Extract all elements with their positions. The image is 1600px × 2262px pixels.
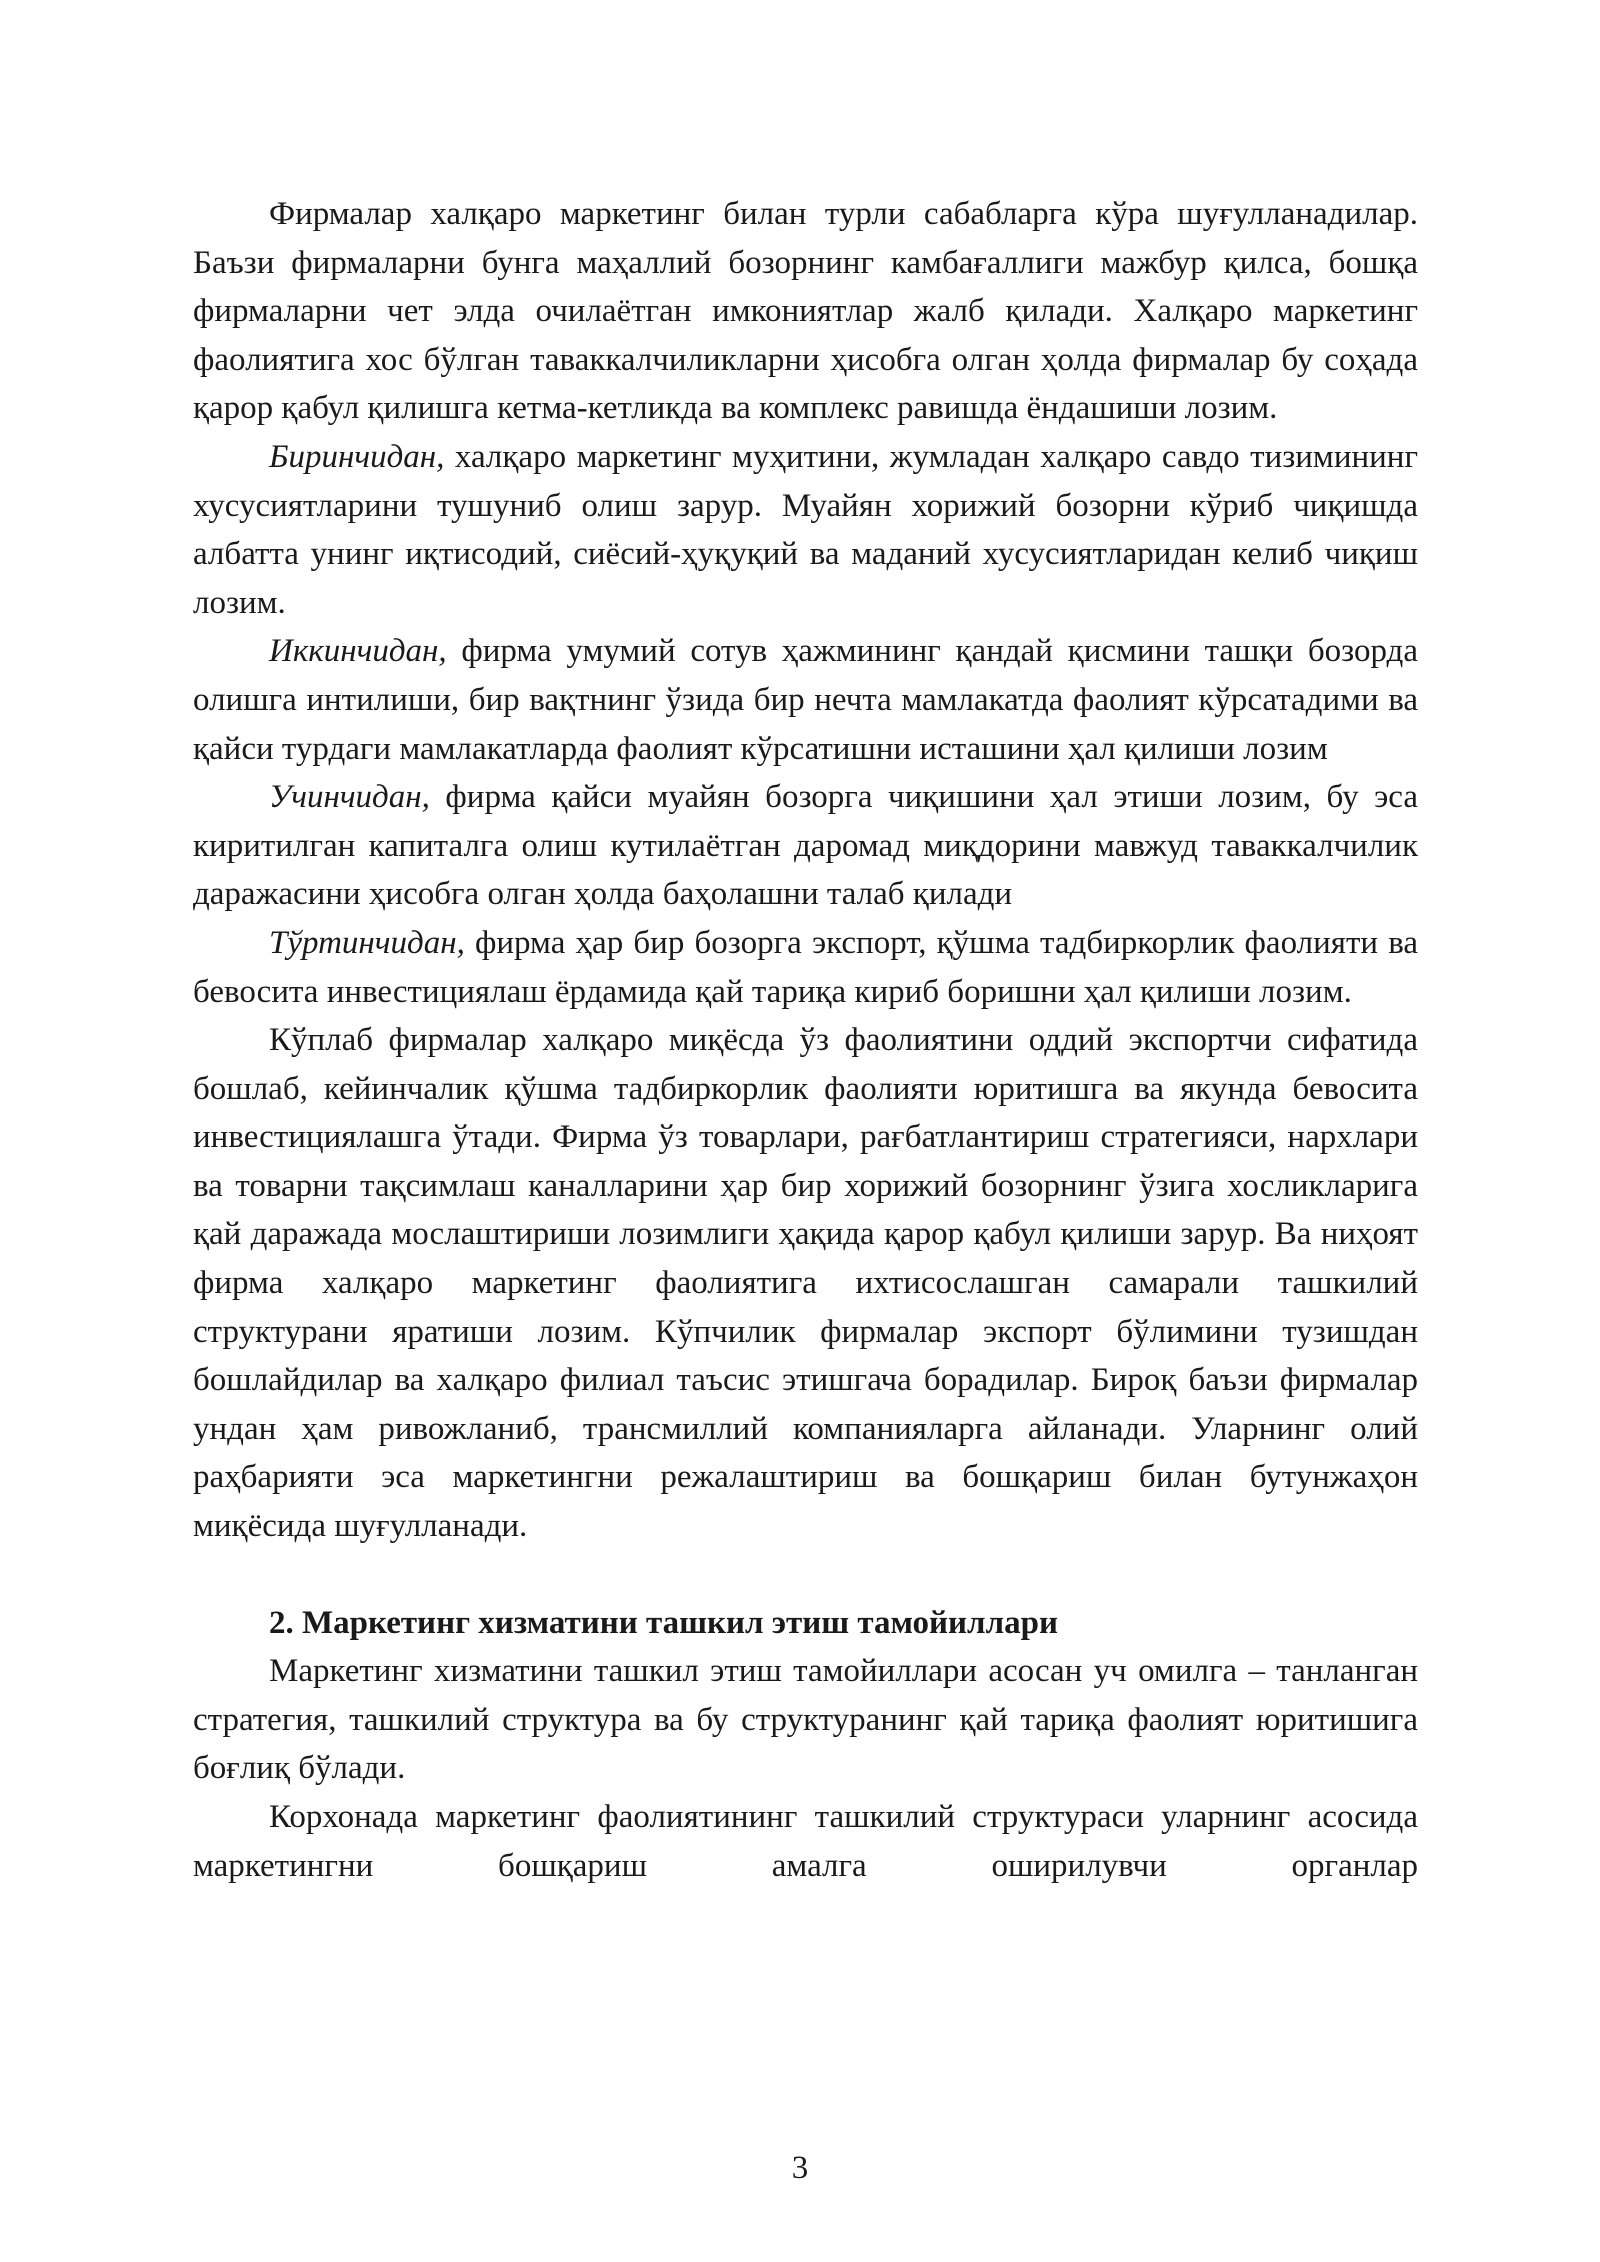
paragraph-5-lead: Тўртинчидан, (269, 924, 465, 961)
paragraph-2-lead: Биринчидан, (269, 438, 445, 475)
paragraph-2 (193, 433, 1418, 627)
section-spacer (193, 1551, 1418, 1599)
paragraph-4-text: фирма қайси муайян бозорга чиқишини ҳал этиши лозим, бу эса киритилган капиталга олиш кутилаётган даромад миқдорини мавжуд таваккалчилик даражасини ҳисобга олган ҳолда баҳолашни талаб қилади (193, 779, 1418, 913)
body-text (193, 190, 1418, 1890)
paragraph-6 (193, 1016, 1418, 1551)
page-number: 3 (791, 2150, 809, 2186)
paragraph-1-text: Фирмалар халқаро маркетинг билан турли сабабларга кўра шуғулланадилар. Баъзи фирмаларни бунга маҳаллий бозорнинг камбағаллиги мажбур қилса, бошқа фирмаларни чет элда очилаётган имкониятлар жалб қилади. Халқаро маркетинг фаолиятига хос бўлган таваккалчиликларни ҳисобга олган ҳолда фирмалар бу соҳада қарор қабул қилишга кетма-кетликда ва комплекс равишда ёндашиши лозим. (193, 196, 1418, 427)
paragraph-4-lead: Учинчидан, (269, 779, 430, 816)
paragraph-1 (193, 190, 1418, 433)
section-heading: 2. Маркетинг хизматини ташкил этиш тамойиллари (269, 1604, 1058, 1641)
paragraph-3 (193, 627, 1418, 773)
section-paragraph-2-text: Корхонада маркетинг фаолиятининг ташкилий структураси уларнинг асосида маркетингни бошқариш амалга оширилувчи органлар (193, 1799, 1418, 1884)
section-paragraph-1 (193, 1647, 1418, 1793)
paragraph-2-text: халқаро маркетинг муҳитини, жумладан халқаро савдо тизимининг хусусиятларини тушуниб олиш зарур. Муайян хорижий бозорни кўриб чиқишда албатта унинг иқтисодий, сиёсий-ҳуқуқий ва маданий хусусиятларидан келиб чиқиш лозим. (193, 438, 1418, 621)
paragraph-5-text: фирма ҳар бир бозорга экспорт, қўшма тадбиркорлик фаолияти ва бевосита инвестициялаш ёрдамида қай тариқа кириб боришни ҳал қилиши лозим. (193, 924, 1418, 1010)
paragraph-3-text: фирма умумий сотув ҳажмининг қандай қисмини ташқи бозорда олишга интилиши, бир вақтнинг ўзида бир нечта мамлакатда фаолият кўрсатадими ва қайси турдаги мамлакатларда фаолият кўрсатишни исташини ҳал қилиши лозим (193, 633, 1418, 767)
paragraph-4 (193, 773, 1418, 919)
section-paragraph-2 (193, 1793, 1418, 1890)
section-paragraph-1-text: Маркетинг хизматини ташкил этиш тамойиллари асосан уч омилга – танланган стратегия, ташкилий структура ва бу структуранинг қай тариқа фаолият юритишига боғлиқ бўлади. (193, 1653, 1418, 1787)
paragraph-6-text: Кўплаб фирмалар халқаро миқёсда ўз фаолиятини оддий экспортчи сифатида бошлаб, кейинчалик қўшма тадбиркорлик фаолияти юритишга ва якунда бевосита инвестициялашга ўтади. Фирма ўз товарлари, рағбатлантириш стратегияси, нархлари ва товарни тақсимлаш каналларини ҳар бир хорижий бозорнинг ўзига хосликларига қай даражада мослаштириши лозимлиги ҳақида қарор қабул қилиши зарур. Ва ниҳоят фирма халқаро маркетинг фаолиятига ихтисослашган самарали ташкилий структурани яратиши лозим. Кўпчилик фирмалар экспорт бўлимини тузишдан бошлайдилар ва халқаро филиал таъсис этишгача борадилар. Бироқ баъзи фирмалар ундан ҳам ривожланиб, трансмиллий компанияларга айланади. Уларнинг олий раҳбарияти эса маркетингни режалаштириш ва бошқариш билан бутунжаҳон миқёсида шуғулланади. (193, 1022, 1418, 1545)
paragraph-3-lead: Иккинчидан, (269, 633, 447, 670)
paragraph-5 (193, 919, 1418, 1016)
